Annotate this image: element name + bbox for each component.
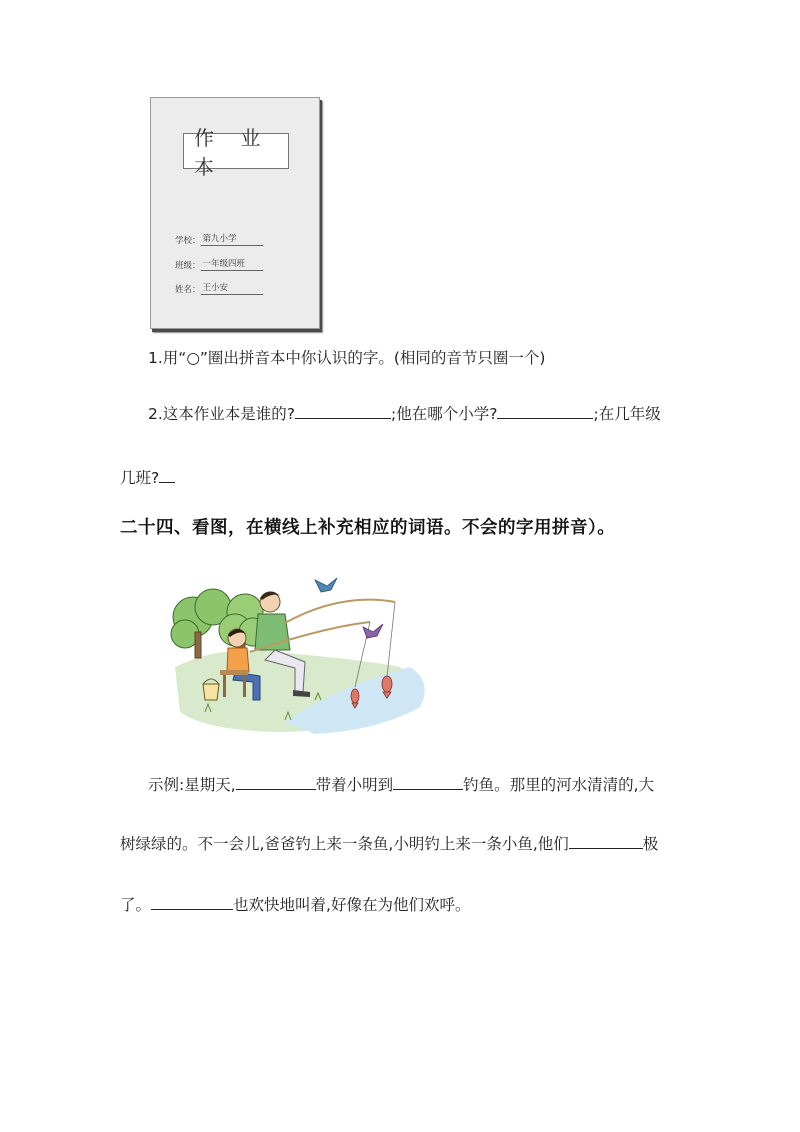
answer-blank-where[interactable] [393, 775, 463, 790]
cover-school-value: 第九小学 [201, 232, 263, 246]
answer-blank-who[interactable] [236, 775, 316, 790]
example-text-1b: 带着小明到 [315, 776, 394, 794]
example-text-3a: 了。 [120, 896, 152, 914]
example-text-2b: 极 [642, 835, 659, 853]
question-2-part2: ;他在哪个小学? [391, 405, 498, 423]
section-24-heading: 二十四、看图，在横线上补充相应的词语。不会的字用拼音）。 [120, 518, 616, 538]
example-text-1a: 示例:星期天, [148, 776, 236, 794]
bird-top [315, 578, 337, 592]
answer-blank-feeling[interactable] [569, 834, 643, 849]
answer-blank-owner[interactable] [295, 404, 391, 419]
question-2-part1: 2.这本作业本是谁的? [148, 405, 296, 423]
example-line-3 [120, 893, 470, 915]
exercise-book-cover-image [150, 97, 320, 329]
question-2-part4: 几班? [120, 469, 160, 487]
question-2 [148, 402, 661, 424]
cover-name-label: 姓名： [175, 285, 201, 295]
example-line-2 [120, 832, 658, 854]
cover-title: 作 业 本 [194, 126, 271, 179]
cover-title-box [183, 126, 289, 179]
answer-blank-class[interactable] [159, 468, 175, 483]
cover-class-value: 一年级四班 [201, 257, 263, 271]
answer-blank-birds[interactable] [151, 895, 233, 910]
example-line-1 [148, 773, 654, 795]
example-text-1c: 钓鱼。那里的河水清清的,大 [463, 776, 655, 794]
question-2-part3: ;在几年级 [593, 405, 661, 423]
cover-school-field [175, 232, 263, 246]
bird-mid [363, 624, 383, 638]
question-1: 1.用“○”圈出拼音本中你认识的字。(相同的音节只圈一个) [148, 349, 546, 367]
cover-school-label: 学校： [175, 236, 201, 246]
cover-name-field [175, 281, 263, 295]
cover-class-field [175, 257, 263, 271]
cover-name-value: 王小安 [201, 281, 263, 295]
example-text-2a: 树绿绿的。不一会儿,爸爸钓上来一条鱼,小明钓上来一条小鱼,他们 [120, 835, 569, 853]
example-text-3b: 也欢快地叫着,好像在为他们欢呼。 [233, 896, 471, 914]
question-2-continued [120, 466, 175, 488]
cover-class-label: 班级： [175, 261, 201, 271]
answer-blank-school[interactable] [497, 404, 593, 419]
fishing-scene-illustration [165, 572, 435, 737]
